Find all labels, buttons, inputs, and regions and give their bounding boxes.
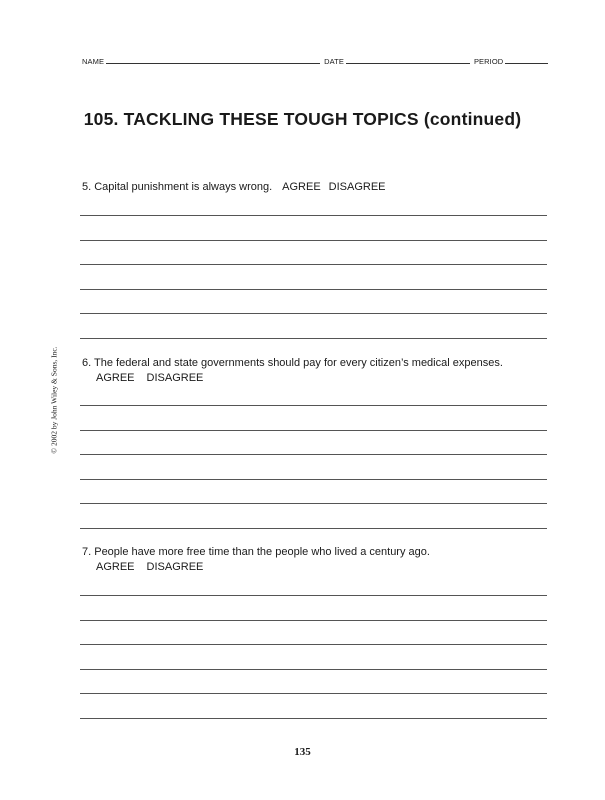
answer-line (80, 215, 547, 216)
question-7-disagree-option[interactable]: DISAGREE (146, 561, 204, 573)
copyright-notice: © 2002 by John Wiley & Sons, Inc. (49, 346, 59, 454)
answer-line (80, 289, 547, 290)
student-info-header (82, 54, 548, 66)
answer-line (80, 503, 547, 504)
answer-line (80, 430, 547, 431)
date-label: DATE (324, 57, 344, 66)
answer-line (80, 718, 547, 719)
answer-line (80, 313, 547, 314)
question-6-agree-option[interactable]: AGREE (96, 372, 135, 384)
page-title: 105. TACKLING THESE TOUGH TOPICS (continued) (83, 109, 522, 129)
period-label: PERIOD (473, 57, 504, 66)
question-7 (82, 545, 430, 575)
question-5-disagree-option[interactable]: DISAGREE (328, 181, 386, 193)
answer-line (80, 479, 547, 480)
question-5 (82, 180, 394, 195)
answer-line (80, 693, 547, 694)
question-6 (82, 356, 503, 386)
answer-line (80, 454, 547, 455)
question-6-disagree-option[interactable]: DISAGREE (146, 372, 204, 384)
answer-line (80, 669, 547, 670)
page-number: 135 (294, 746, 311, 758)
name-label: NAME (82, 57, 105, 66)
answer-line (80, 595, 547, 596)
question-7-text: 7. People have more free time than the people who lived a century ago. (82, 546, 430, 558)
name-field[interactable] (106, 63, 320, 64)
answer-line (80, 338, 547, 339)
answer-line (80, 264, 547, 265)
answer-line (80, 405, 547, 406)
question-5-agree-option[interactable]: AGREE (282, 181, 321, 193)
answer-line (80, 240, 547, 241)
answer-line (80, 620, 547, 621)
question-5-text: 5. Capital punishment is always wrong. (82, 181, 273, 193)
answer-line (80, 528, 547, 529)
date-field[interactable] (346, 63, 470, 64)
period-field[interactable] (505, 63, 548, 64)
question-6-text: 6. The federal and state governments should pay for every citizen’s medical expenses. (82, 357, 503, 369)
question-7-agree-option[interactable]: AGREE (96, 561, 135, 573)
answer-line (80, 644, 547, 645)
